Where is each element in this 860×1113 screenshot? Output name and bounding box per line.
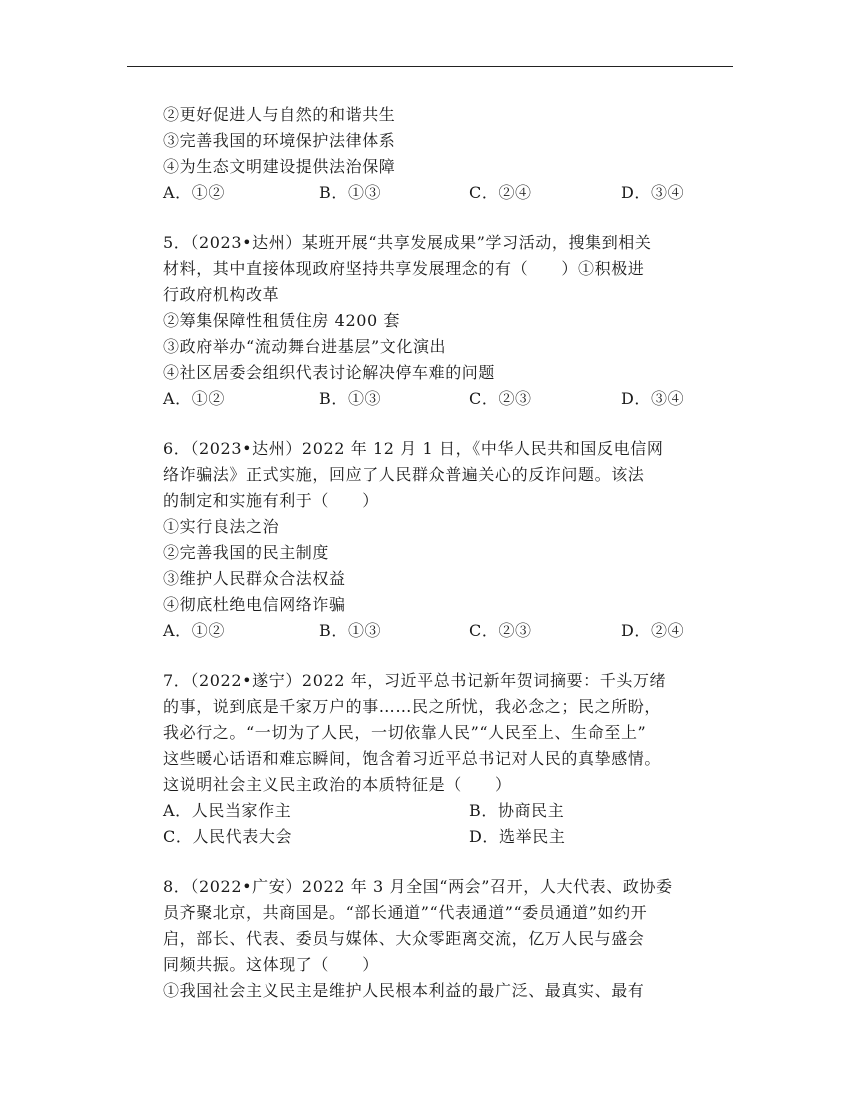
question-continued bbox=[163, 102, 703, 206]
choice-b: B．①③ bbox=[319, 389, 382, 408]
choice-a: A．人民当家作主 bbox=[163, 801, 292, 820]
question-text: 的事，说到底是千家万户的事……民之所忧，我必念之；民之所盼， bbox=[163, 697, 662, 716]
option-statement: ②完善我国的民主制度 bbox=[163, 543, 330, 562]
header-rule bbox=[127, 66, 733, 67]
question-8 bbox=[163, 874, 703, 1004]
choice-b: B．①③ bbox=[319, 183, 382, 202]
question-text: 的制定和实施有利于（ ） bbox=[163, 491, 379, 510]
question-7 bbox=[163, 668, 703, 850]
question-text: 员齐聚北京，共商国是。“部长通道”“代表通道”“委员通道”如约开 bbox=[163, 903, 648, 922]
question-text: 这说明社会主义民主政治的本质特征是（ ） bbox=[163, 775, 512, 794]
choice-d: D．③④ bbox=[621, 389, 685, 408]
choice-d: D．选举民主 bbox=[469, 827, 566, 846]
option-statement: ③维护人民群众合法权益 bbox=[163, 569, 346, 588]
answer-choices bbox=[163, 798, 703, 824]
question-text: 启，部长、代表、委员与媒体、大众零距离交流，亿万人民与盛会 bbox=[163, 929, 645, 948]
choice-a: A．①② bbox=[163, 389, 225, 408]
option-statement: ③政府举办“流动舞台进基层”文化演出 bbox=[163, 337, 447, 356]
question-6 bbox=[163, 436, 703, 644]
question-text: 这些暖心话语和难忘瞬间，饱含着习近平总书记对人民的真挚感情。 bbox=[163, 749, 662, 768]
answer-choices bbox=[163, 824, 703, 850]
document-body bbox=[163, 102, 703, 1004]
choice-c: C．②④ bbox=[469, 183, 532, 202]
choice-b: B．①③ bbox=[319, 621, 382, 640]
question-text: 材料，其中直接体现政府坚持共享发展理念的有（ ）①积极进 bbox=[163, 259, 645, 278]
option-statement: ①实行良法之治 bbox=[163, 517, 280, 536]
answer-choices bbox=[163, 386, 703, 412]
option-statement: ④为生态文明建设提供法治保障 bbox=[163, 157, 396, 176]
option-statement: ②筹集保障性租赁住房 4200 套 bbox=[163, 311, 401, 330]
question-text: 8．（2022•广安）2022 年 3 月全国“两会”召开，人大代表、政协委 bbox=[163, 877, 673, 896]
choice-d: D．③④ bbox=[621, 183, 685, 202]
option-statement: ④社区居委会组织代表讨论解决停车难的问题 bbox=[163, 363, 496, 382]
question-text: 行政府机构改革 bbox=[163, 285, 280, 304]
choice-a: A．①② bbox=[163, 621, 225, 640]
option-statement: ④彻底杜绝电信网络诈骗 bbox=[163, 595, 346, 614]
question-text: 络诈骗法》正式实施，回应了人民群众普遍关心的反诈问题。该法 bbox=[163, 465, 645, 484]
question-text: 同频共振。这体现了（ ） bbox=[163, 955, 379, 974]
option-statement: ③完善我国的环境保护法律体系 bbox=[163, 131, 396, 150]
answer-choices bbox=[163, 180, 703, 206]
answer-choices bbox=[163, 618, 703, 644]
question-5 bbox=[163, 230, 703, 412]
option-statement: ①我国社会主义民主是维护人民根本利益的最广泛、最真实、最有 bbox=[163, 981, 645, 1000]
choice-c: C．②③ bbox=[469, 389, 532, 408]
choice-c: C．人民代表大会 bbox=[163, 827, 293, 846]
choice-d: D．②④ bbox=[621, 621, 685, 640]
choice-a: A．①② bbox=[163, 183, 225, 202]
question-text: 我必行之。“一切为了人民，一切依靠人民”“人民至上、生命至上” bbox=[163, 723, 647, 742]
choice-b: B．协商民主 bbox=[469, 801, 565, 820]
option-statement: ②更好促进人与自然的和谐共生 bbox=[163, 105, 396, 124]
question-text: 7．（2022•遂宁）2022 年，习近平总书记新年贺词摘要：千头万绪 bbox=[163, 671, 667, 690]
question-text: 5．（2023•达州）某班开展“共享发展成果”学习活动，搜集到相关 bbox=[163, 233, 652, 252]
question-text: 6．（2023•达州）2022 年 12 月 1 日，《中华人民共和国反电信网 bbox=[163, 439, 664, 458]
choice-c: C．②③ bbox=[469, 621, 532, 640]
